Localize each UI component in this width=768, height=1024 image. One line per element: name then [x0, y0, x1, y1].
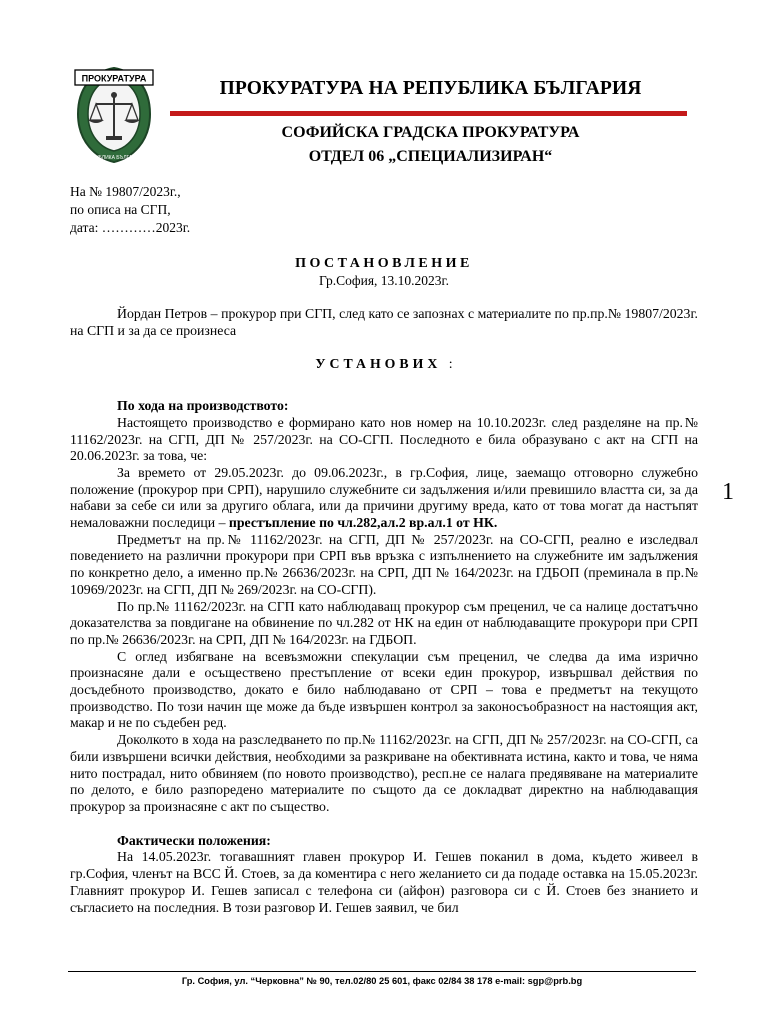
paragraph-2 — [70, 465, 698, 532]
paragraph-1: Настоящето производство е формирано като нов номер на 10.10.2023г. след разделяне на пр.№ 11162/2023г. на СГП, ДП № 257/2023г. на СО-СГП. Последното е била образувано с акт на СГП на 20.06.2023г. за това, че: — [70, 414, 698, 464]
logo-ring-text: РЕПУБЛИКА БЪЛГАРИЯ — [85, 155, 143, 161]
logo-banner-text: ПРОКУРАТУРА — [81, 73, 147, 84]
department-line-2: ОТДЕЛ 06 „СПЕЦИАЛИЗИРАН“ — [308, 148, 553, 165]
intro-paragraph: Йордан Петров – прокурор при СГП, след като се запознах с материалите по пр.пр.№ 19807/2023г. на СГП и за да се произнеса — [70, 306, 698, 338]
reference-registry: по описа на СГП, — [70, 202, 171, 217]
reference-number: На № 19807/2023г., — [70, 184, 181, 199]
prosecution-emblem-logo — [70, 62, 158, 166]
established-heading — [70, 356, 698, 373]
paragraph-2-text: За времето от 29.05.2023г. до 09.06.2023г., в гр.София, лице, заемащо отговорно служебно положение (прокурор при СРП), нарушило служебните си задължения и/или превишило властта си, за да набави за себе си или за другиго облага, или да причини другиму вреда, като от това могат да настъпят немаловажни последици – — [70, 464, 698, 531]
section-heading-proceedings: По хода на производството: — [117, 398, 289, 414]
org-title: ПРОКУРАТУРА НА РЕПУБЛИКА БЪЛГАРИЯ — [219, 78, 642, 99]
established-colon: : — [448, 356, 453, 372]
established-word: УСТАНОВИХ — [315, 356, 442, 372]
section-heading-facts: Фактически положения: — [117, 832, 271, 848]
reference-date: дата: …………2023г. — [70, 220, 191, 235]
paragraph-5: С оглед избягване на всевъзможни спекулации съм преценил, че следва да има изрично произнасяне дали е осъществено престъпление от всеки един прокурор, извършвал действия по досъдебното производство, докато е било наблюдавано от СРП – това е предметът на текущото производство. По този начин ще може да бъде извършен контрол за законосъобразност на настоящия акт, макар и не по съдебен ред. — [70, 648, 698, 731]
document-place-date: Гр.София, 13.10.2023г. — [319, 273, 449, 288]
header-divider — [170, 111, 687, 116]
paragraph-7: На 14.05.2023г. тогавашният главен прокурор И. Гешев поканил в дома, където живеел в гр.София, членът на ВСС Й. Стоев, за да коментира с него желанието си да подаде оставка на 15.05.2023г. Главният прокурор И. Гешев записал с телефона си (айфон) разговора си с Й. Стоев без знанието и съгласието на последния. В този разговор И. Гешев заявил, че бил — [70, 849, 698, 915]
footer-address: Гр. София, ул. “Черковна” № 90, тел.02/80 25 601, факс 02/84 38 178 e-mail: sgp@prb.bg — [181, 976, 583, 986]
paragraph-2-bold: престъпление по чл.282,ал.2 вр.ал.1 от НК. — [228, 515, 498, 531]
paragraph-4: По пр.№ 11162/2023г. на СГП като наблюдаващ прокурор съм преценил, че са налице достатъчно доказателства за повдигане на обвинение по чл.282 от НК на един от наблюдаващите прокурори при СРП по пр.№ 26636/2023г. на СРП, ДП № 164/2023г. на ГДБОП. — [70, 598, 698, 647]
paragraph-3: Предметът на пр.№ 11162/2023г. на СГП, ДП № 257/2023г. на СО-СГП, реално е изследвал поведението на различни прокурори при СРП във връзка с изпълнението на служебните им задължения по конкретно дело, а именно пр.№ 26636/2023г. на СРП, ДП № 164/2023г. на ГДБОП (преминала в пр.№ 10969/2023г. на СГП, ДП № 269/2023г. на СО-СГП). — [70, 531, 698, 597]
paragraph-6: Доколкото в хода на разследването по пр.№ 11162/2023г. на СГП, ДП № 257/2023г. на СО-СГП, са били извършени всички действия, необходими за разкриване на обективната истина, както и това, че няма нито пострадал, нито обвиняем (по новото производство), респ.не се налага предявяване на материалите по делото, е било разпоредено материалите по същото да се докладват директно на наблюдаващия прокурор за произнасяне с акт по същество. — [70, 732, 698, 814]
department-line-1: СОФИЙСКА ГРАДСКА ПРОКУРАТУРА — [281, 124, 580, 141]
page-number: 1 — [722, 479, 734, 505]
footer-divider — [68, 971, 696, 972]
document-body — [70, 306, 698, 916]
document-title: ПОСТАНОВЛЕНИЕ — [295, 256, 473, 271]
